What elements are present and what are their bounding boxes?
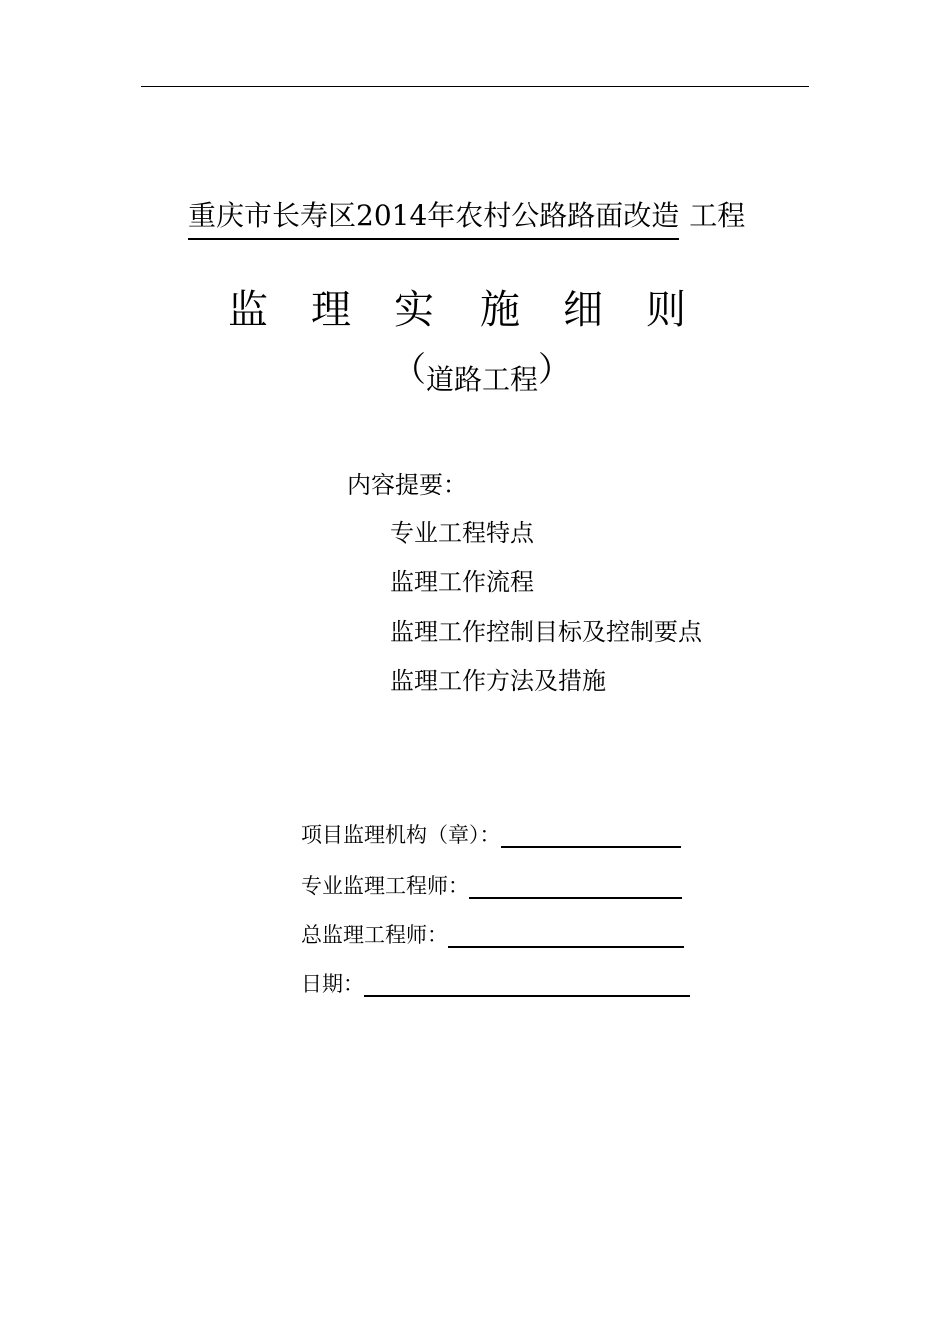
contents-heading: 内容提要：: [347, 471, 467, 499]
title-char: 实: [394, 287, 434, 333]
signature-chief-row: [301, 920, 684, 950]
contents-list: [390, 516, 702, 713]
signature-engineer-label: 专业监理工程师：: [301, 874, 469, 898]
signature-chief-label: 总监理工程师：: [301, 923, 448, 947]
signature-date-row: [301, 969, 690, 999]
contents-item: 监理工作方法及措施: [390, 666, 606, 695]
signature-engineer-row: [301, 871, 682, 901]
signature-chief-line: [448, 926, 684, 948]
contents-item: 专业工程特点: [390, 519, 534, 547]
document-title: [0, 282, 950, 338]
subtitle-open-paren: （: [392, 350, 426, 390]
title-char: 理: [311, 287, 351, 333]
title-char: 监: [228, 287, 268, 333]
contents-item: 监理工作控制目标及控制要点: [390, 617, 702, 646]
title-char: 细: [563, 287, 603, 333]
signature-org-line: [501, 826, 681, 848]
title-char: 施: [480, 287, 520, 333]
project-suffix: 工程: [689, 199, 746, 232]
signature-date-label: 日期：: [301, 972, 364, 996]
project-name: 重庆市长寿区2014年农村公路路面改造: [188, 196, 679, 240]
subtitle-close-paren: ）: [538, 350, 573, 390]
contents-item: 监理工作流程: [390, 568, 534, 597]
signature-org-label: 项目监理机构（章）：: [301, 823, 501, 847]
subtitle-text: 道路工程: [426, 363, 539, 396]
signature-engineer-line: [469, 877, 682, 899]
signature-date-line: [364, 975, 690, 997]
title-char: 则: [646, 287, 686, 333]
project-title-line: [188, 196, 745, 240]
signature-org-row: [301, 820, 681, 850]
header-rule: [141, 86, 809, 87]
document-subtitle: [392, 350, 573, 400]
